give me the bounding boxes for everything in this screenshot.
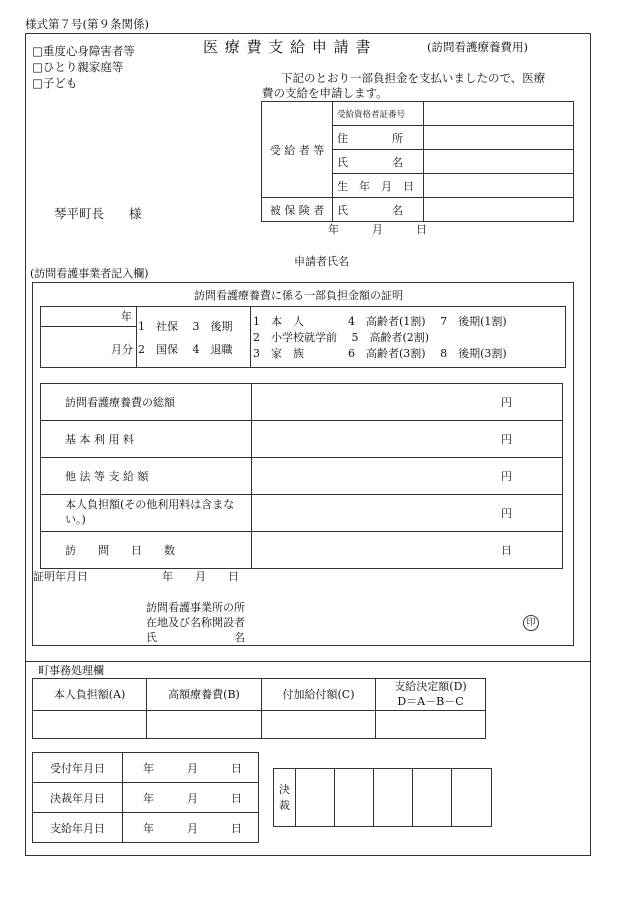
provider-label-line1: 訪問看護事業所の所	[146, 601, 245, 614]
payment-formula: D＝A－B－C	[397, 695, 464, 709]
form-title: 医 療 費 支 給 申 請 書	[203, 38, 372, 56]
additional-benefit-header: 付加給付額(C)	[262, 679, 376, 711]
approval-stamp-cell[interactable]	[374, 769, 413, 827]
cert-date-field[interactable]: 年 月 日	[162, 570, 239, 583]
approval-stamp-cell[interactable]	[296, 769, 335, 827]
month-label: 月分	[111, 343, 133, 356]
yen-unit: 円	[501, 507, 512, 520]
approval-stamp-cell[interactable]	[452, 769, 492, 827]
application-date[interactable]: 年 月 日	[328, 223, 427, 236]
payment-decision-header: 支給決定額(D) D＝A－B－C	[376, 679, 486, 711]
address-field[interactable]	[424, 126, 574, 150]
cert-date-label: 証明年月日	[33, 570, 88, 583]
provider-section-label: (訪問看護事業者記入欄)	[30, 267, 149, 280]
other-benefit-field[interactable]	[252, 458, 563, 495]
insured-name-label: 氏 名	[333, 198, 424, 222]
high-cost-field[interactable]	[147, 710, 262, 738]
approved-date-label: 決裁年月日	[33, 783, 123, 813]
checkbox-child[interactable]: □子ども	[32, 76, 78, 90]
approved-date-field[interactable]: 年 月 日	[123, 783, 259, 813]
checkbox-single-parent[interactable]: □ひとり親家庭等	[32, 60, 124, 74]
birthdate-label: 生 年 月 日	[333, 174, 424, 198]
intro-text-line2: 費の支給を申請します。	[262, 86, 388, 100]
self-pay-label: 本人負担額(その他利用料は含まな い。)	[41, 495, 252, 532]
self-pay-field[interactable]	[33, 710, 147, 738]
total-cost-field[interactable]	[252, 384, 563, 421]
form-number: 様式第７号(第９条関係)	[25, 17, 149, 31]
basic-fee-label: 基 本 利 用 料	[41, 421, 252, 458]
name-label: 氏 名	[333, 150, 424, 174]
name-field[interactable]	[424, 150, 574, 174]
form-subtitle: (訪問看護療養費用)	[427, 40, 528, 54]
intro-text-line1: 下記のとおり一部負担金を支払いましたので、医療	[281, 71, 546, 85]
other-benefit-label: 他 法 等 支 給 額	[41, 458, 252, 495]
category-options-row1[interactable]: 1 本 人 4 高齢者(1割) 7 後期(1割)	[253, 315, 507, 328]
cert-number-label: 受給資格者証番号	[333, 102, 424, 126]
additional-benefit-field[interactable]	[262, 710, 376, 738]
process-dates-table	[32, 752, 259, 843]
category-options-row2[interactable]: 2 小学校就学前 5 高齢者(2割)	[253, 331, 430, 344]
applicant-table	[261, 101, 574, 222]
insured-group-label: 被 保 険 者	[262, 198, 333, 222]
cert-number-field[interactable]	[424, 102, 574, 126]
recipient-group-label: 受 給 者 等	[262, 102, 333, 198]
category-options-row3[interactable]: 3 家 族 6 高齢者(3割) 8 後期(3割)	[253, 347, 507, 360]
yen-unit: 円	[501, 396, 512, 409]
approval-stamp-cell[interactable]	[413, 769, 452, 827]
visit-days-field[interactable]	[252, 532, 563, 569]
insurance-options-row2[interactable]: 2 国保 4 退職	[138, 343, 233, 356]
approval-label: 決 裁	[274, 769, 296, 827]
yen-unit: 円	[501, 433, 512, 446]
office-section-label: 町事務処理欄	[38, 664, 104, 677]
received-date-field[interactable]: 年 月 日	[123, 753, 259, 783]
office-amount-table	[32, 678, 486, 739]
self-pay-field[interactable]	[252, 495, 563, 532]
self-pay-header: 本人負担額(A)	[33, 679, 147, 711]
payment-decision-field[interactable]	[376, 710, 486, 738]
checkbox-disabled[interactable]: □重度心身障害者等	[32, 44, 135, 58]
visit-days-label: 訪 問 日 数	[41, 532, 252, 569]
addressee: 琴平町長 様	[54, 206, 142, 221]
certification-title: 訪問看護療養費に係る一部負担金額の証明	[194, 289, 403, 302]
basic-fee-field[interactable]	[252, 421, 563, 458]
high-cost-header: 高額療養費(B)	[147, 679, 262, 711]
section-divider	[25, 661, 591, 662]
total-cost-label: 訪問看護療養費の総額	[41, 384, 252, 421]
applicant-name-label: 申請者氏名	[294, 255, 349, 268]
provider-label-line3: 氏 名	[146, 631, 245, 644]
amount-table	[40, 383, 563, 569]
birthdate-field[interactable]	[424, 174, 574, 198]
address-label: 住 所	[333, 126, 424, 150]
approval-stamp-table	[273, 768, 492, 827]
insurance-options-row1[interactable]: 1 社保 3 後期	[138, 320, 233, 333]
payment-date-field[interactable]: 年 月 日	[123, 813, 259, 843]
payment-date-label: 支給年月日	[33, 813, 123, 843]
seal-mark: 印	[523, 615, 539, 631]
day-unit: 日	[501, 544, 512, 557]
received-date-label: 受付年月日	[33, 753, 123, 783]
provider-label-line2: 在地及び名称開設者	[146, 616, 245, 629]
year-label: 年	[121, 310, 132, 323]
insured-name-field[interactable]	[424, 198, 574, 222]
approval-stamp-cell[interactable]	[335, 769, 374, 827]
yen-unit: 円	[501, 470, 512, 483]
